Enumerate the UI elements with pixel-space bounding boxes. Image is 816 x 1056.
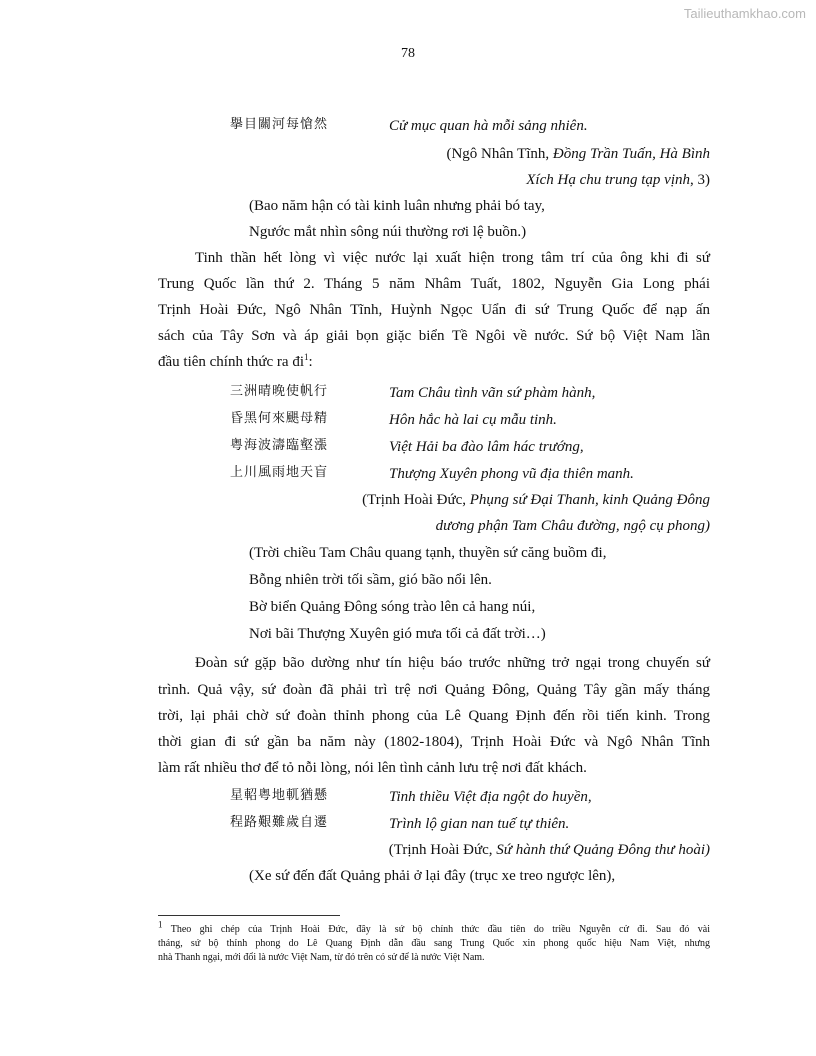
poem2-han-4: 上川風雨地天盲 — [230, 465, 329, 480]
poem2-translation-4: Nơi bãi Thượng Xuyên gió mưa tối cả đất trời…) — [249, 626, 546, 642]
poem1-han: 擧目關河每愴然 — [230, 117, 329, 132]
footnote-ref: 1 — [304, 352, 309, 362]
poem2-citation-2: dương phận Tam Châu đường, ngộ cụ phong) — [435, 518, 710, 534]
para1-line-2: Trung Quốc lần thứ 2. Tháng 5 năm Nhâm Tuất, 1802, Nguyễn Gia Long phái — [158, 276, 710, 292]
poem1-citation-title: Đồng Trần Tuấn, Hà Bình — [552, 146, 710, 162]
poem3-citation — [389, 840, 710, 860]
poem1-translation-1: (Bao năm hận có tài kinh luân nhưng phải bó tay, — [249, 198, 545, 214]
poem3-han-2: 程路艱難歲自遷 — [230, 815, 329, 830]
poem3-han-1: 星軺粤地軏猶懸 — [230, 788, 329, 803]
footnote-line-2: tháng, sứ bộ thỉnh phong do Lê Quang Định dẫn đầu sang Trung Quốc xin phong quốc hiệu Nam Việt, nhưng — [158, 938, 710, 949]
poem3-viet-1: Tinh thiều Việt địa ngột do huyền, — [389, 789, 592, 805]
poem2-citation-1 — [362, 490, 710, 510]
poem2-citation-title: Phụng sứ Đại Thanh, kinh Quảng Đông — [469, 492, 710, 508]
poem1-citation-author: (Ngô Nhân Tĩnh, — [446, 146, 553, 162]
poem2-viet-2: Hôn hắc hà lai cụ mẫu tinh. — [389, 412, 557, 428]
watermark: Tailieuthamkhao.com — [683, 6, 806, 21]
poem1-citation-number: , 3) — [690, 172, 710, 188]
poem2-citation-author: (Trịnh Hoài Đức, — [362, 492, 470, 508]
para1-line-5-text: đầu tiên chính thức ra đi — [158, 354, 305, 370]
footnote-mark: 1 — [158, 919, 163, 930]
footnote-line-1-text: Theo ghi chép của Trịnh Hoài Đức, đây là sứ bộ chính thức đầu tiên do triều Nguyễn cử đi. Sau đó vài — [162, 924, 710, 935]
para2-line-5: làm rất nhiều thơ để tỏ nỗi lòng, nói lên tình cảnh lưu trệ nơi đất khách. — [158, 760, 587, 776]
poem2-han-2: 昏黑何來颶母精 — [230, 411, 329, 426]
poem2-viet-4: Thượng Xuyên phong vũ địa thiên manh. — [389, 466, 634, 482]
poem1-citation-1 — [446, 144, 710, 164]
para1-line-5 — [158, 352, 313, 372]
para1-line-4: sách của Tây Sơn và áp giải bọn giặc biển Tề Ngôi về nước. Sứ bộ Việt Nam lần — [158, 328, 710, 344]
para1-line-1: Tinh thần hết lòng vì việc nước lại xuất hiện trong tâm trí của ông khi đi sứ — [195, 250, 710, 266]
poem2-viet-3: Việt Hải ba đào lâm hác trướng, — [389, 439, 584, 455]
para1-line-5-colon: : — [308, 354, 313, 370]
poem2-translation-1: (Trời chiều Tam Châu quang tạnh, thuyền sứ căng buồm đi, — [249, 545, 607, 561]
poem3-translation-1: (Xe sứ đến đất Quảng phải ở lại đây (trục xe treo ngược lên), — [249, 868, 616, 884]
poem1-translation-2: Ngước mắt nhìn sông núi thường rơi lệ buồn.) — [249, 224, 527, 240]
para2-line-4: thời gian đi sứ gần ba năm này (1802-1804), Trịnh Hoài Đức và Ngô Nhân Tĩnh — [158, 734, 710, 750]
poem1-citation-2 — [526, 170, 710, 190]
poem3-citation-title: Sứ hành thứ Quảng Đông thư hoài) — [496, 842, 710, 858]
footnote-line-3: nhà Thanh ngại, mới đổi là nước Việt Nam, từ đó trên có sử để là nước Việt Nam. — [158, 952, 485, 963]
poem2-han-3: 粤海波濤臨壑漲 — [230, 438, 329, 453]
poem3-viet-2: Trình lộ gian nan tuế tự thiên. — [389, 816, 570, 832]
poem2-translation-3: Bờ biển Quảng Đông sóng trào lên cả hang núi, — [249, 599, 536, 615]
poem1-viet: Cử mục quan hà mỗi sảng nhiên. — [389, 118, 588, 134]
poem2-han-1: 三洲晴晚使帆行 — [230, 384, 329, 399]
para1-line-3: Trịnh Hoài Đức, Ngô Nhân Tĩnh, Huỳnh Ngọc Uẩn đi sứ Trung Quốc để nạp ấn — [158, 302, 710, 318]
poem2-viet-1: Tam Châu tình vãn sứ phàm hành, — [389, 385, 596, 401]
page-number: 78 — [401, 46, 415, 61]
footnote-rule — [158, 915, 340, 916]
para2-line-2: trình. Quả vậy, sứ đoàn đã phải trì trệ nơi Quảng Đông, Quảng Tây gần mấy tháng — [158, 682, 710, 698]
poem1-citation-title-2: Xích Hạ chu trung tạp vịnh — [526, 172, 690, 188]
para2-line-1: Đoàn sứ gặp bão dường như tín hiệu báo trước những trở ngại trong chuyến sứ — [195, 655, 710, 671]
footnote-line-1 — [158, 919, 710, 936]
para2-line-3: trời, lại phải chờ sứ đoàn thỉnh phong của Lê Quang Định đến rồi tiến kinh. Trong — [158, 708, 710, 724]
poem3-citation-author: (Trịnh Hoài Đức, — [388, 842, 497, 858]
poem2-translation-2: Bỗng nhiên trời tối sầm, gió bão nổi lên. — [249, 572, 492, 588]
